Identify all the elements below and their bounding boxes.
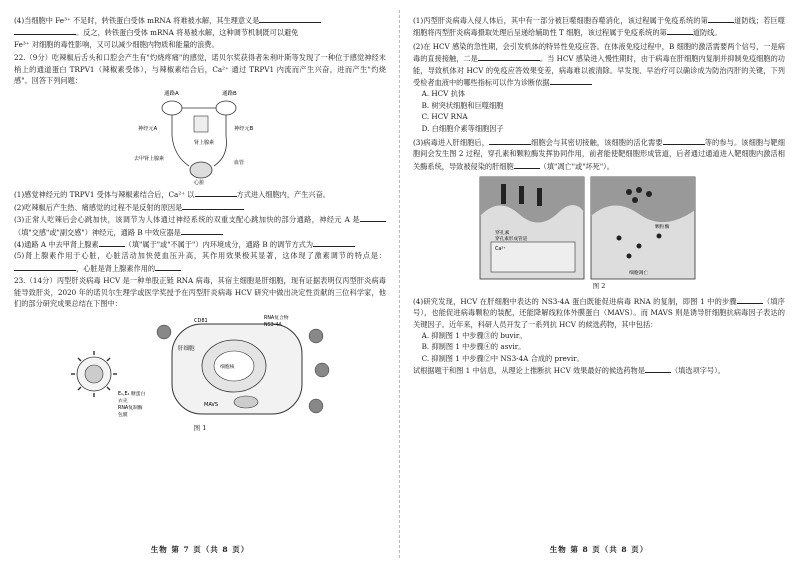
fig1-label-mavs: MAVS <box>204 401 219 408</box>
fig1-label-hepatocyte: 肝细胞 <box>178 345 195 352</box>
q23-intro: 23.（14分）丙型肝炎病毒 HCV 是一种单股正链 RNA 病毒，其宿主细胞是肝细胞，现有证据表明仅丙型肝炎病毒能导致肝炎，2020 年的诺贝尔生理学或医学奖授予在丙型肝炎病毒 HCV 研究中做出决定性贡献的三位科学家，他们的部分研究成果总结在下图中： <box>14 276 386 309</box>
q23-4-option-c: C. 抑制图 1 中步骤②中 NS3-4A 合成的 previr。 <box>421 353 584 363</box>
fig2-label-granzyme: 颗粒酶 <box>655 225 670 231</box>
fig1-label-replicase: RNA复制酶 <box>118 405 143 411</box>
fig1-label-capsid: 衣壳 <box>118 398 128 404</box>
q23-2-option-d: D. 白细胞介素等细胞因子 <box>421 123 504 133</box>
footer-page-8: 生物 第 8 页（共 8 页） <box>549 545 649 554</box>
page-7 <box>14 14 386 434</box>
fig2-label-perforin: 穿孔素 <box>495 231 510 237</box>
q22-5: (5)肾上腺素作用于心脏，心脏活动加快使血压升高，其作用效果极其显著，这体现了激素调节的特点是：，心脏是肾上腺素作用的 <box>14 251 386 273</box>
fig1-label-nucleus: 细胞核 <box>220 364 235 370</box>
fig2-label-pore: 穿孔素形成管道 <box>495 237 528 243</box>
q23-4-option-a: A. 抑制图 1 中步骤③的 buvir。 <box>421 330 527 340</box>
fig22-label-vessel: 血管 <box>234 160 245 167</box>
fig2-label-apoptosis: 细胞凋亡 <box>629 271 649 277</box>
fig1-label-ns34a: NS3-4A <box>264 322 282 328</box>
q23-2-option-c: C. HCV RNA <box>421 112 468 122</box>
q22-3: (3)正常人吃辣后会心跳加快，该调节为人体通过神经系统的双重支配心跳加快的部分通路，神经元 A 是（填"交感"或"副交感"）神经元，通路 B 中效应器是 <box>14 213 386 238</box>
hcv-cell-diagram <box>54 310 354 422</box>
fig22-label-pathA: 通路A <box>164 91 179 98</box>
fig22-label-noradrenaline: 去甲肾上腺素 <box>134 156 165 163</box>
q22-4: (4)通路 A 中去甲肾上腺素 （填"属于"或"不属于"）内环境成分，通路 B 的调节方式为 <box>14 238 386 250</box>
page-8 <box>413 14 785 377</box>
fig22-label-neuronB: 神经元B <box>234 126 254 133</box>
q23-fig2 <box>479 176 785 280</box>
fig22-label-adrenaline: 肾上腺素 <box>194 140 215 147</box>
fig1-label-rna-complex: RNA复合物 <box>264 315 289 321</box>
q23-4: (4)研究发现，HCV 在肝细胞中表达的 NS3-4A 蛋白既能促进病毒 RNA 的复制，即图 1 中的步骤 （填序号），也能促进病毒颗粒的装配，还能降解线粒体外膜蛋白（MAVS）。而 MAVS 则是诱导肝细胞抗病毒因子表达的关键因子。近年来，科研人员开发了一系列抗 HCV 的候选药物，其中包括： <box>413 296 785 329</box>
q22-2: (2)吃辣椒后产生热、痛感觉的过程不是反射的原因是 <box>14 201 386 213</box>
fig22-label-pathB: 通路B <box>222 91 237 98</box>
q23-2-option-a: A. HCV 抗体 <box>421 89 466 99</box>
page-divider <box>399 10 400 558</box>
q23-4-option-b: B. 抑制图 1 中步骤④的 asvir。 <box>421 342 526 352</box>
q23-3: (3)病毒进入肝细胞后， 细胞会与其密切接触，该细胞的活化需要 等的参与。该细胞与靶细胞间会发生图 2 过程，穿孔素和颗粒酶发挥协同作用，前者能使靶细胞形成管道，后者通过通道进入靶细胞内激活相关酶系统，导致被侵染的肝细胞 （填"凋亡"或"坏死"）。 <box>413 138 785 171</box>
q21-4-line1: (4)当细胞中 Fe³⁺ 不足时，转铁蛋白受体 mRNA 将难被水解，其生理意义是 <box>14 14 386 26</box>
q23-hcv-cell-figure <box>54 310 386 422</box>
q22-intro: 22.（9分）吃辣椒后舌头和口腔会产生有"灼烧疼痛"的感觉，诺贝尔奖获得者朱利叶斯等发现了一种位于感觉神经末梢上的通道蛋白 TRPV1（辣椒素受体），与辣椒素结合后，Ca²⁺ 通过 TRPV1 内流而产生兴奋，进而产生"灼烧感"。回答下列问题： <box>14 53 386 86</box>
perforin-granzyme-diagram <box>479 176 699 280</box>
q23-2-option-b: B. 树突状细胞和巨噬细胞 <box>421 100 504 110</box>
q22-1: (1)感觉神经元的 TRPV1 受体与辣椒素结合后，Ca²⁺ 以 方式进入细胞内，产生兴奋。 <box>14 190 330 200</box>
q23-4-conclusion: 试根据题干和图 1 中信息，从理论上推断抗 HCV 效果最好的候选药物是 （填选项字号）。 <box>413 366 725 376</box>
footer-page-7: 生物 第 7 页（共 8 页） <box>150 545 250 554</box>
fig22-label-heart: 心脏 <box>194 180 205 187</box>
q21-4-line2: 。反之，转铁蛋白受体 mRNA 将易被水解，这种调节机制既可以避免 <box>14 26 386 38</box>
fig1-label-glycoprotein: E₁,E₂ 糖蛋白 <box>118 391 146 397</box>
pathway-diagram <box>134 86 274 188</box>
q23-2: (2)在 HCV 感染的急性期，会引发机体的特异性免疫应答。在体液免疫过程中，B 细胞的激活需要两个信号，一是病毒的直接接触，二是 。当 HCV 感染进入慢性期时，由于病毒在肝细胞内复制并抑制免疫细胞的功能，导致机体对 HCV 的免疫应答效果变差，病毒难以被清除。早发现、早治疗可以确诊成为防治丙肝的关键，下列受检者血液中的哪些指标可以作为诊断依据 <box>413 41 785 88</box>
fig1-label-envelope: 包膜 <box>118 412 128 418</box>
fig2-caption: 图 2 <box>592 282 606 291</box>
q21-4-line3: Fe³⁺ 对细胞的毒性影响，又可以减少细胞内物质和能量的浪费。 <box>14 39 219 49</box>
q23-1: (1)丙型肝炎病毒入侵人体后，其中有一部分被巨噬细胞吞噬消化，该过程属于免疫系统的第 道防线；若巨噬细胞将丙型肝炎病毒摄取处理后呈递给辅助性 T 细胞，该过程属于免疫系统的第 道防线。 <box>413 16 785 38</box>
fig1-label-cd81: CD81 <box>194 317 208 324</box>
fig1-caption: 图 1 <box>193 423 207 432</box>
fig22-label-neuronA: 神经元A <box>138 126 158 133</box>
q22-neural-pathway-figure <box>134 86 386 188</box>
fig2-label-ca: Ca²⁺ <box>495 247 506 253</box>
